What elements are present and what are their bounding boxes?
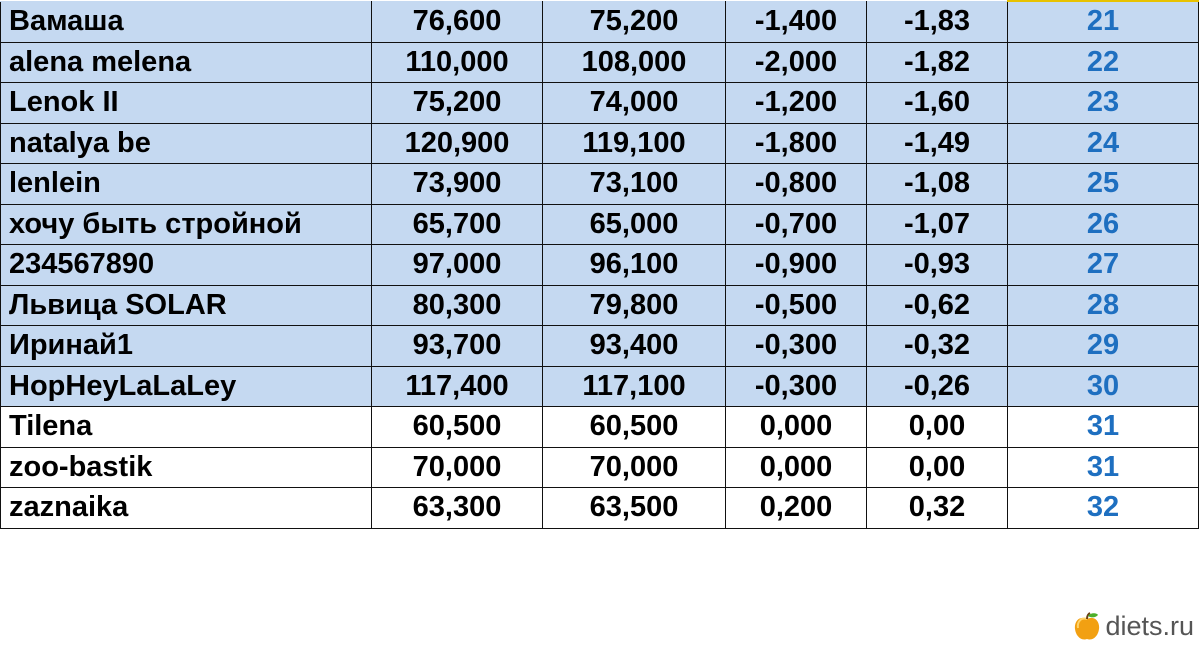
weight-change: -1,800 bbox=[726, 123, 867, 164]
participant-name: Lenok II bbox=[1, 83, 372, 124]
start-weight: 97,000 bbox=[372, 245, 543, 286]
participant-name: Tilena bbox=[1, 407, 372, 448]
current-weight: 63,500 bbox=[543, 488, 726, 529]
weight-change: -0,800 bbox=[726, 164, 867, 205]
table-row bbox=[1, 447, 1199, 488]
rank-number: 32 bbox=[1008, 488, 1199, 529]
weight-change: -0,700 bbox=[726, 204, 867, 245]
table-row bbox=[1, 366, 1199, 407]
participant-name: natalya be bbox=[1, 123, 372, 164]
rank-number: 31 bbox=[1008, 407, 1199, 448]
table-row bbox=[1, 285, 1199, 326]
weight-change: -1,400 bbox=[726, 1, 867, 42]
table-row bbox=[1, 123, 1199, 164]
table-row bbox=[1, 42, 1199, 83]
current-weight: 75,200 bbox=[543, 1, 726, 42]
participant-name: 234567890 bbox=[1, 245, 372, 286]
weight-change: -0,300 bbox=[726, 326, 867, 367]
rank-number: 22 bbox=[1008, 42, 1199, 83]
current-weight: 73,100 bbox=[543, 164, 726, 205]
participant-name: zoo-bastik bbox=[1, 447, 372, 488]
start-weight: 65,700 bbox=[372, 204, 543, 245]
current-weight: 119,100 bbox=[543, 123, 726, 164]
start-weight: 120,900 bbox=[372, 123, 543, 164]
current-weight: 79,800 bbox=[543, 285, 726, 326]
rank-number: 21 bbox=[1008, 1, 1199, 42]
participant-name: HopHeyLaLaLey bbox=[1, 366, 372, 407]
weight-change: -0,900 bbox=[726, 245, 867, 286]
diets-ru-watermark bbox=[1073, 611, 1194, 642]
participant-name: Вамаша bbox=[1, 1, 372, 42]
rank-number: 24 bbox=[1008, 123, 1199, 164]
weight-change: 0,000 bbox=[726, 407, 867, 448]
table-row bbox=[1, 407, 1199, 448]
current-weight: 70,000 bbox=[543, 447, 726, 488]
percent-change: -0,26 bbox=[867, 366, 1008, 407]
percent-change: -0,32 bbox=[867, 326, 1008, 367]
watermark-text: diets.ru bbox=[1105, 611, 1194, 641]
start-weight: 60,500 bbox=[372, 407, 543, 448]
weight-change: -2,000 bbox=[726, 42, 867, 83]
participant-name: alena melena bbox=[1, 42, 372, 83]
weight-change: -0,300 bbox=[726, 366, 867, 407]
weight-change: -1,200 bbox=[726, 83, 867, 124]
start-weight: 110,000 bbox=[372, 42, 543, 83]
weight-change: -0,500 bbox=[726, 285, 867, 326]
percent-change: -1,07 bbox=[867, 204, 1008, 245]
rank-number: 28 bbox=[1008, 285, 1199, 326]
start-weight: 70,000 bbox=[372, 447, 543, 488]
current-weight: 96,100 bbox=[543, 245, 726, 286]
table-row bbox=[1, 326, 1199, 367]
start-weight: 75,200 bbox=[372, 83, 543, 124]
percent-change: -1,60 bbox=[867, 83, 1008, 124]
start-weight: 76,600 bbox=[372, 1, 543, 42]
start-weight: 117,400 bbox=[372, 366, 543, 407]
start-weight: 73,900 bbox=[372, 164, 543, 205]
percent-change: -1,08 bbox=[867, 164, 1008, 205]
current-weight: 108,000 bbox=[543, 42, 726, 83]
table-row bbox=[1, 245, 1199, 286]
percent-change: 0,00 bbox=[867, 407, 1008, 448]
table-row bbox=[1, 1, 1199, 42]
rank-number: 31 bbox=[1008, 447, 1199, 488]
rank-number: 23 bbox=[1008, 83, 1199, 124]
table-row bbox=[1, 83, 1199, 124]
rank-number: 29 bbox=[1008, 326, 1199, 367]
table-row bbox=[1, 488, 1199, 529]
current-weight: 74,000 bbox=[543, 83, 726, 124]
percent-change: -1,82 bbox=[867, 42, 1008, 83]
rank-number: 26 bbox=[1008, 204, 1199, 245]
percent-change: 0,32 bbox=[867, 488, 1008, 529]
participant-name: Львица SOLAR bbox=[1, 285, 372, 326]
rank-number: 27 bbox=[1008, 245, 1199, 286]
weight-change: 0,200 bbox=[726, 488, 867, 529]
current-weight: 117,100 bbox=[543, 366, 726, 407]
current-weight: 65,000 bbox=[543, 204, 726, 245]
participant-name: lenlein bbox=[1, 164, 372, 205]
rank-number: 25 bbox=[1008, 164, 1199, 205]
start-weight: 80,300 bbox=[372, 285, 543, 326]
start-weight: 93,700 bbox=[372, 326, 543, 367]
percent-change: -0,62 bbox=[867, 285, 1008, 326]
table-row bbox=[1, 164, 1199, 205]
rank-number: 30 bbox=[1008, 366, 1199, 407]
current-weight: 93,400 bbox=[543, 326, 726, 367]
percent-change: 0,00 bbox=[867, 447, 1008, 488]
current-weight: 60,500 bbox=[543, 407, 726, 448]
apple-icon bbox=[1073, 612, 1101, 642]
percent-change: -1,49 bbox=[867, 123, 1008, 164]
start-weight: 63,300 bbox=[372, 488, 543, 529]
participant-name: Иринай1 bbox=[1, 326, 372, 367]
table-row bbox=[1, 204, 1199, 245]
participant-name: zaznaika bbox=[1, 488, 372, 529]
weight-change: 0,000 bbox=[726, 447, 867, 488]
participant-name: хочу быть стройной bbox=[1, 204, 372, 245]
percent-change: -1,83 bbox=[867, 1, 1008, 42]
percent-change: -0,93 bbox=[867, 245, 1008, 286]
